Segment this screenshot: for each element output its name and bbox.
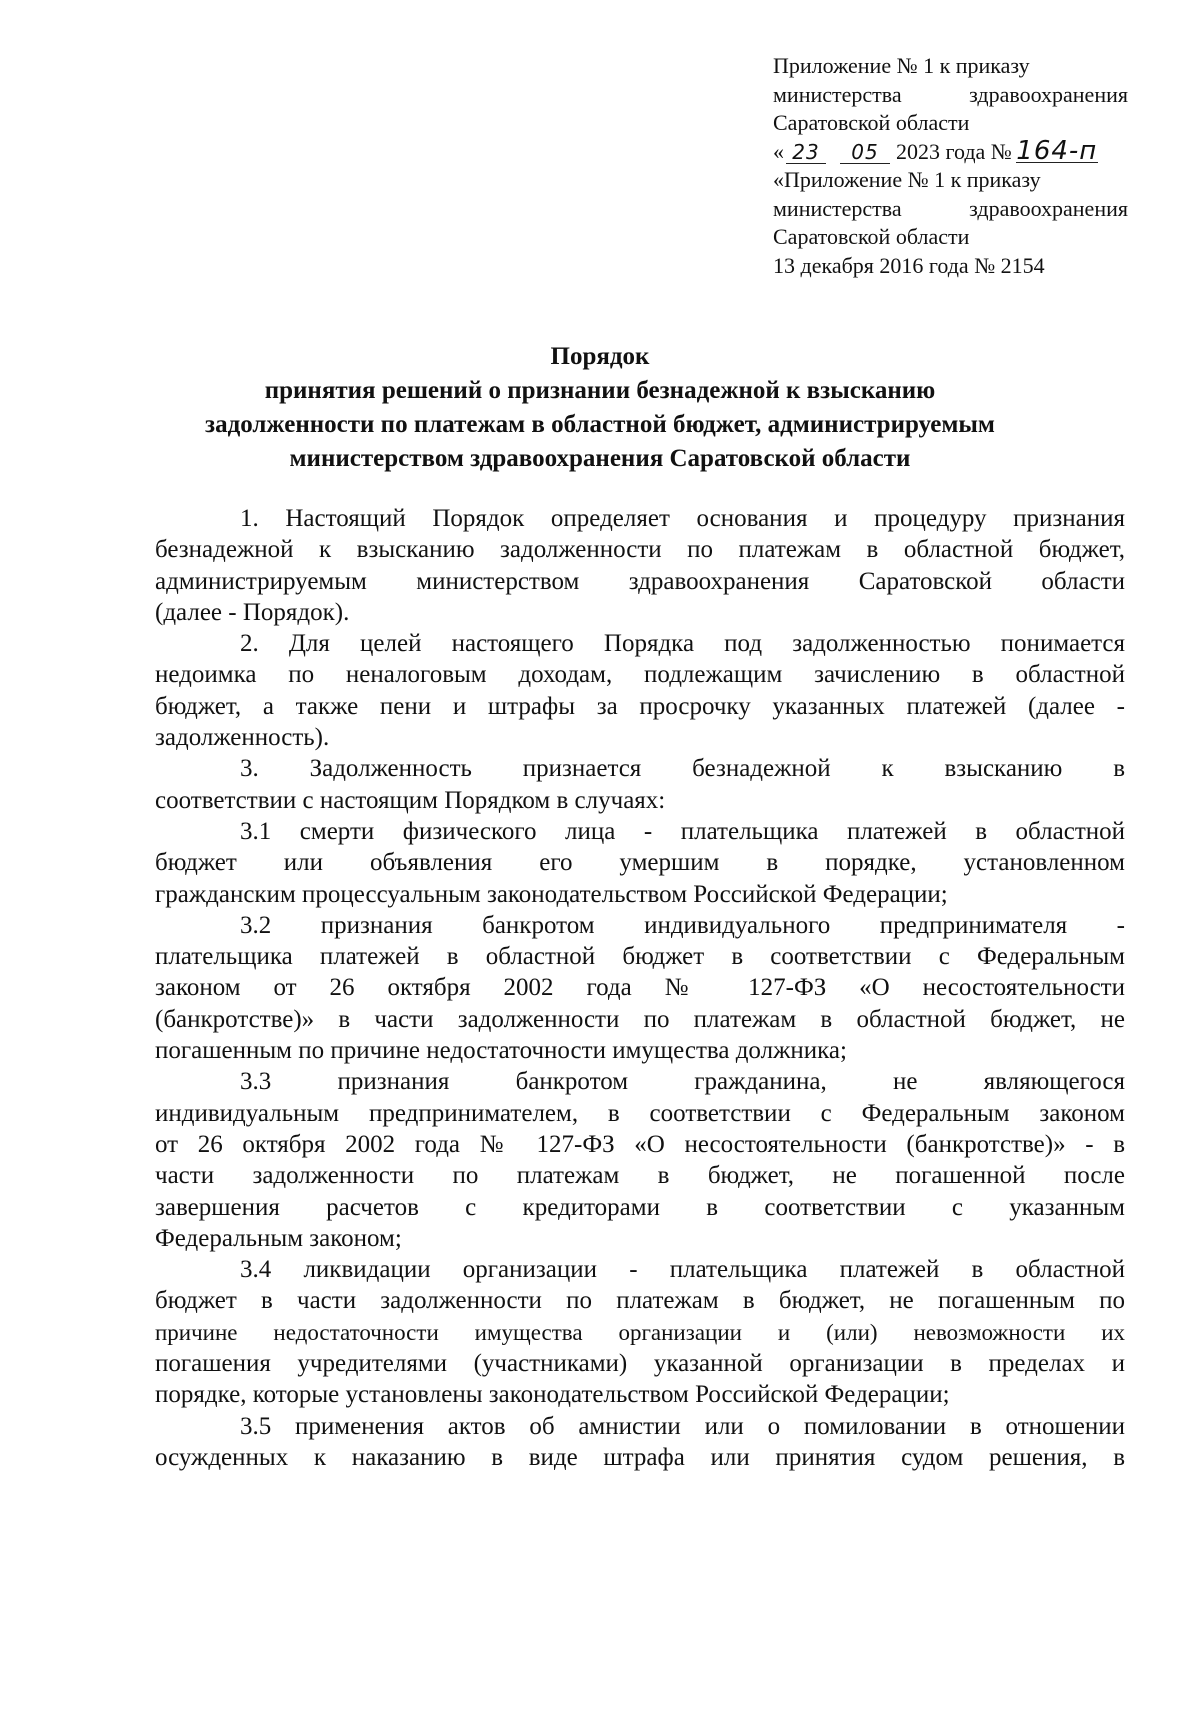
paragraph-1 [155,503,1125,628]
text-line: 3.4 ликвидации организации - плательщика платежей в областной [240,1256,1125,1284]
date-year-text: 2023 года № [896,138,1012,164]
text-line: причине недостаточности имущества организации и (или) невозможности их [155,1319,1125,1345]
paragraph-3-1 [155,816,1125,910]
text-line: погашения учредителями (участниками) указанной организации в пределах и [155,1350,1125,1378]
paragraph-2 [155,628,1125,753]
text-line: 3.2 признания банкротом индивидуального предпринимателя - [240,911,1125,939]
text-line: 3. Задолженность признается безнадежной к взысканию в [240,755,1125,783]
attachment-word: здравоохранения [969,195,1128,221]
paragraph-3-2 [155,910,1125,1066]
text-line: части задолженности по платежам в бюджет, не погашенной после [155,1162,1125,1190]
attachment-line: Саратовской области [773,224,970,249]
text-line: плательщика платежей в областной бюджет в соответствии с Федеральным [155,943,1125,971]
title-line: задолженности по платежам в областной бюджет, администрируемым [205,411,995,438]
text-line: задолженность). [155,724,330,752]
date-open-quote: « [773,138,784,164]
text-line: администрируемым министерством здравоохранения Саратовской области [155,567,1125,595]
text-line: недоимка по неналоговым доходам, подлежащим зачислению в областной [155,661,1125,689]
paragraph-3-3 [155,1066,1125,1254]
text-line: 2. Для целей настоящего Порядка под задолженностью понимается [240,630,1125,658]
handwritten-order-number: 164-п [1016,135,1098,166]
attachment-line: Приложение № 1 к приказу [773,53,1030,78]
attachment-line: «Приложение № 1 к приказу [773,167,1041,192]
text-line: завершения расчетов с кредиторами в соответствии с указанным [155,1193,1125,1221]
attachment-line [773,81,1128,110]
text-line: 1. Настоящий Порядок определяет основания и процедуру признания [240,505,1125,532]
document-body [155,503,1125,1473]
text-line: индивидуальным предпринимателем, в соответствии с Федеральным законом [155,1099,1125,1127]
text-line: бюджет в части задолженности по платежам в бюджет, не погашенным по [155,1287,1125,1315]
text-line: гражданским процессуальным законодательством Российской Федерации; [155,880,948,908]
title-line: Порядок [550,343,650,370]
text-line: бюджет, а также пени и штрафы за просрочку указанных платежей (далее - [155,692,1125,720]
text-line: бюджет или объявления его умершим в порядке, установленном [155,849,1125,877]
text-line: 3.3 признания банкротом гражданина, не являющегося [240,1068,1125,1096]
text-line: безнадежной к взысканию задолженности по платежам в областной бюджет, [155,536,1125,564]
paragraph-3-4 [155,1254,1125,1410]
attachment-word: здравоохранения [969,81,1128,107]
text-line: соответствии с настоящим Порядком в случаях: [155,786,666,814]
text-line: от 26 октября 2002 года № 127-ФЗ «О несостоятельности (банкротстве)» - в [155,1130,1125,1158]
text-line: (далее - Порядок). [155,598,350,626]
text-line: 3.5 применения актов об амнистии или о помиловании в отношении [240,1412,1125,1440]
paragraph-3 [155,753,1125,816]
text-line: погашенным по причине недостаточности имущества должника; [155,1037,847,1065]
title-line: принятия решений о признании безнадежной к взысканию [264,377,936,404]
attachment-line [773,195,1128,224]
document-title [100,340,1100,476]
handwritten-day: 23 [786,141,826,164]
text-line: 3.1 смерти физического лица - плательщика платежей в областной [240,817,1125,845]
paragraph-3-5 [155,1411,1125,1474]
attachment-word: министерства [773,81,902,107]
text-line: законом от 26 октября 2002 года № 127-ФЗ «О несостоятельности [155,974,1125,1002]
attachment-word: министерства [773,195,902,221]
text-line: Федеральным законом; [155,1224,402,1252]
handwritten-month: 05 [840,141,890,164]
attachment-line: 13 декабря 2016 года № 2154 [773,252,1045,278]
text-line: порядке, которые установлены законодательством Российской Федерации; [155,1381,950,1409]
text-line: (банкротстве)» в части задолженности по платежам в областной бюджет, не [155,1005,1125,1033]
title-line: министерством здравоохранения Саратовской области [289,445,911,472]
attachment-date-line [773,135,1173,167]
text-line: осужденных к наказанию в виде штрафа или принятия судом решения, в [155,1443,1125,1471]
attachment-header [773,52,1173,280]
attachment-line: Саратовской области [773,110,970,135]
